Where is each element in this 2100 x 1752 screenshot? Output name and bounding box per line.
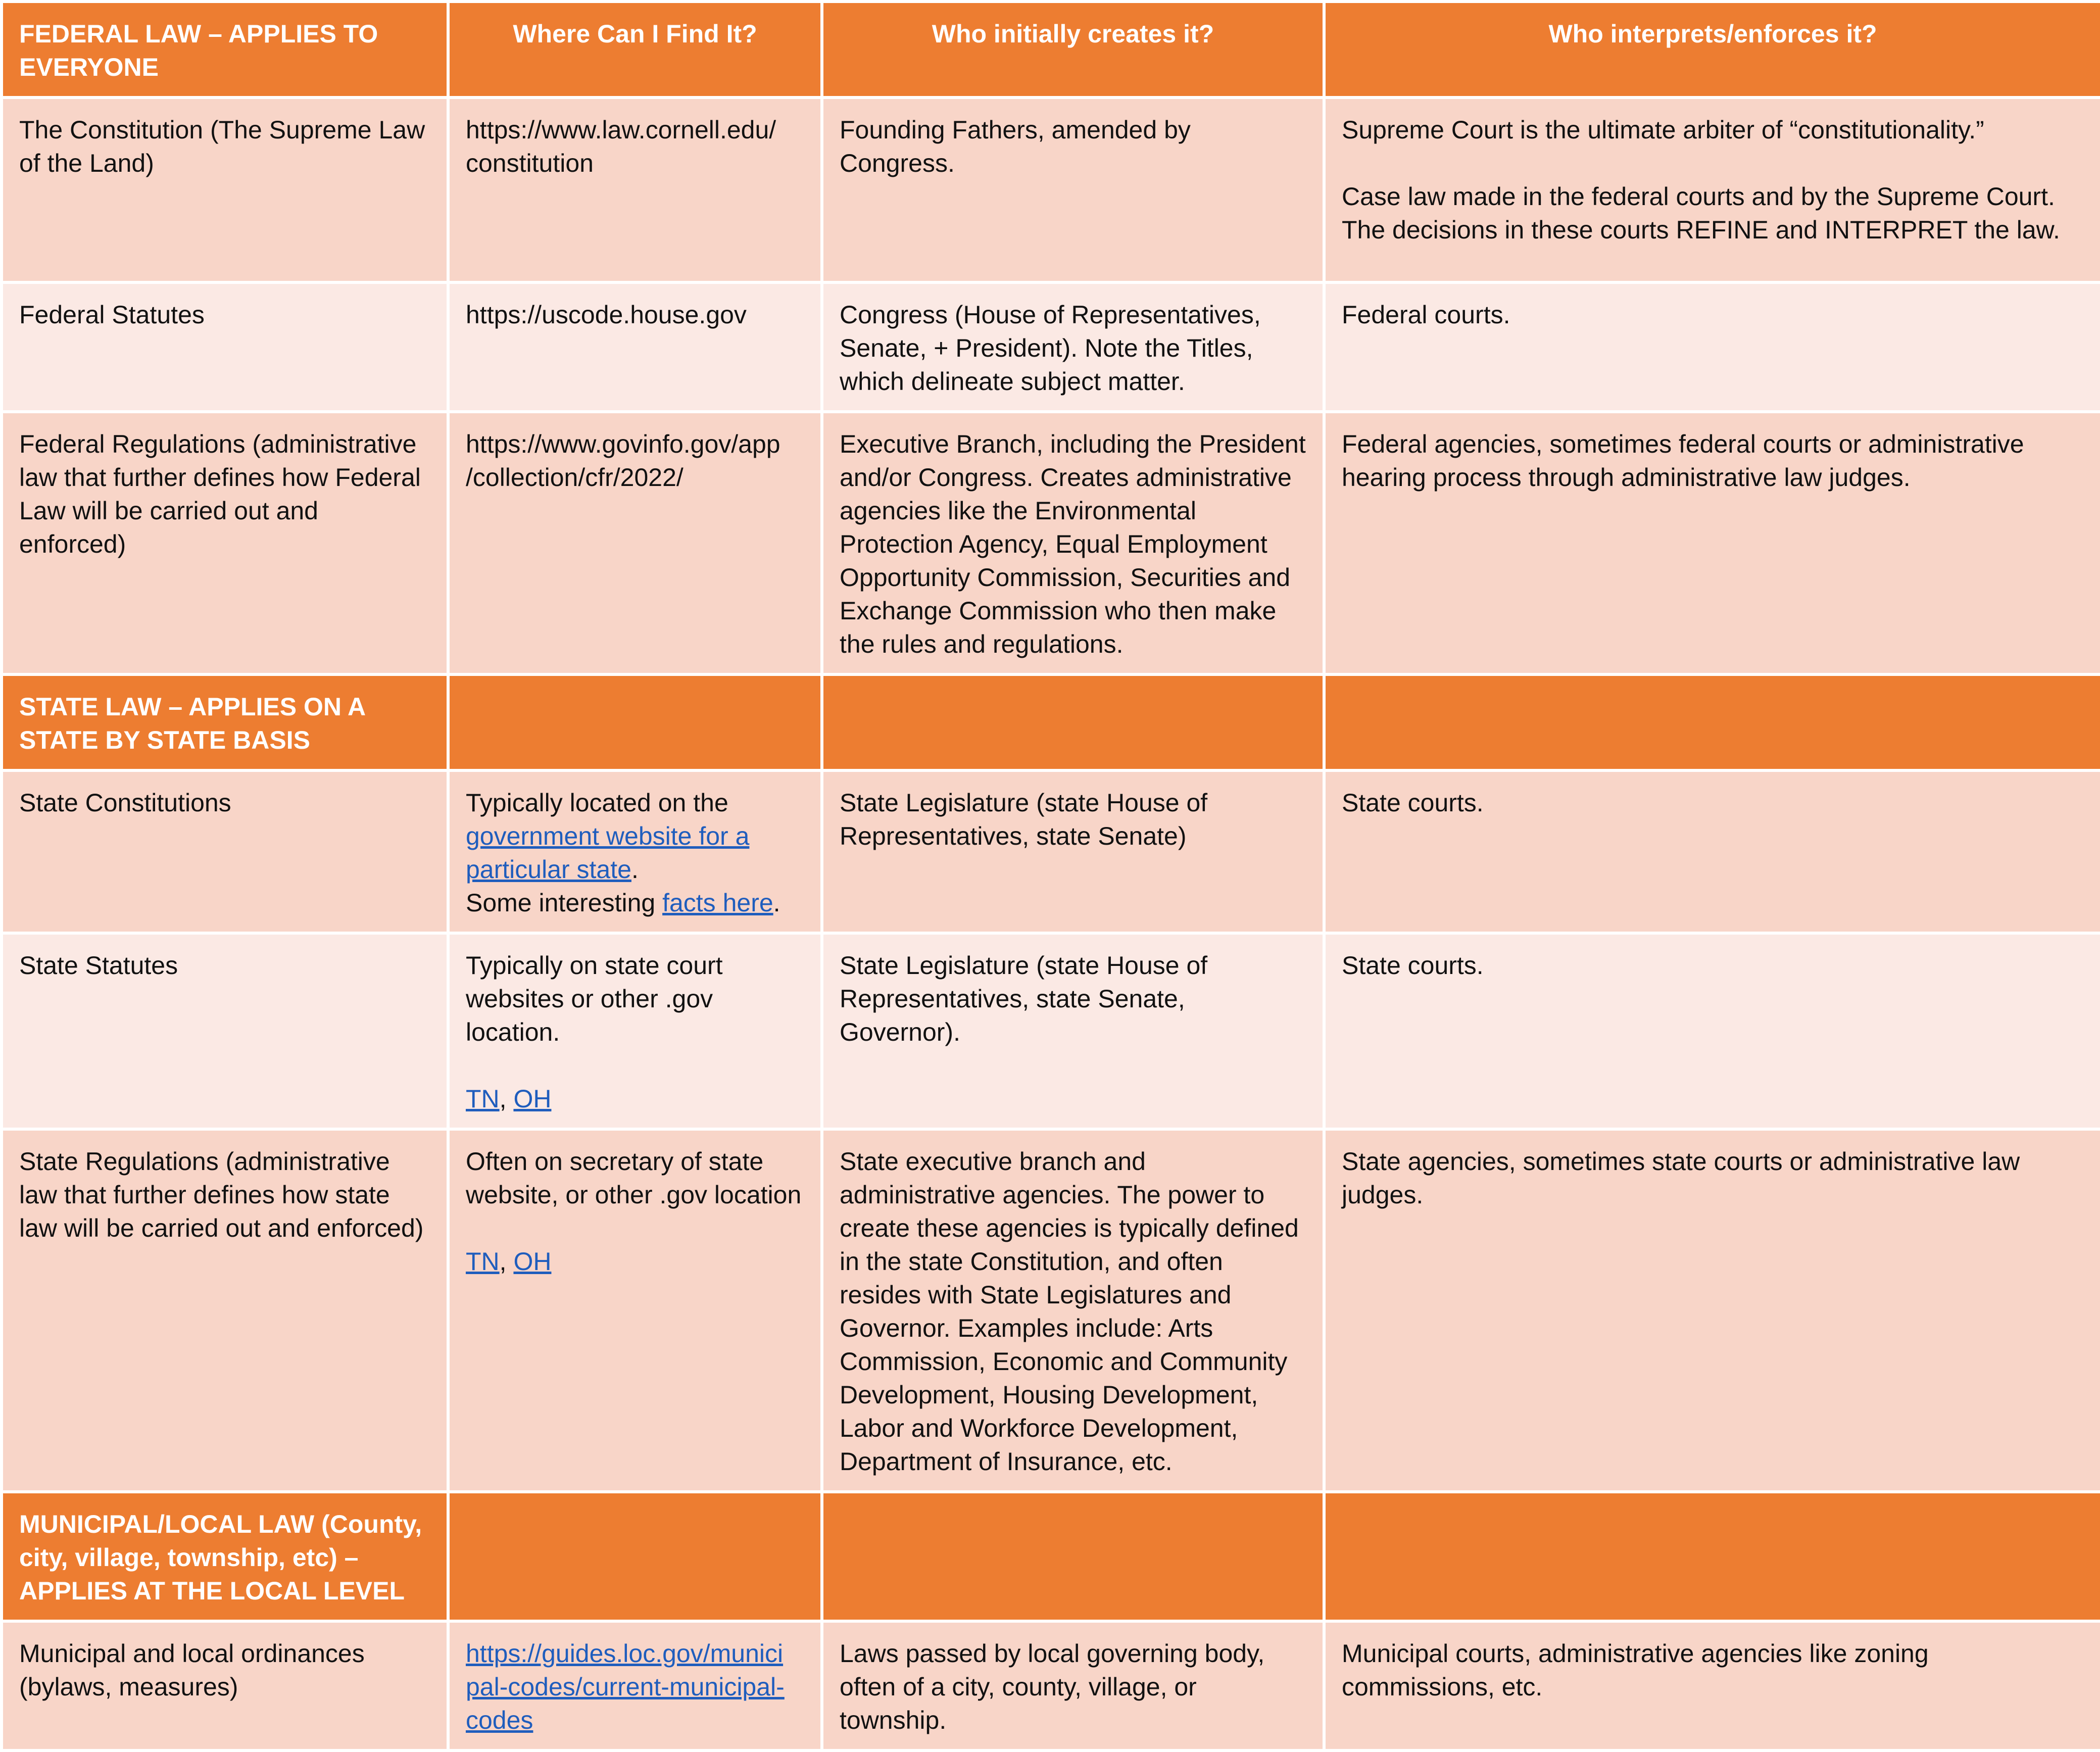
law-name-cell: Municipal and local ordinances (bylaws, measures) xyxy=(2,1621,448,1750)
state-law-heading: STATE LAW – APPLIES ON A STATE BY STATE BASIS xyxy=(2,674,448,770)
state-header-row xyxy=(2,674,2100,770)
law-name-cell: Federal Statutes xyxy=(2,282,448,412)
state-government-website-link[interactable]: government website for a particular state xyxy=(466,822,750,884)
oh-link[interactable]: OH xyxy=(513,1247,552,1276)
law-name-cell: State Statutes xyxy=(2,933,448,1129)
table-row xyxy=(2,933,2100,1129)
creator-cell: Founding Fathers, amended by Congress. xyxy=(822,98,1324,282)
tn-link[interactable]: TN xyxy=(466,1247,500,1276)
enforcer-cell: State courts. xyxy=(1324,933,2100,1129)
enforcer-cell: State agencies, sometimes state courts or administrative law judges. xyxy=(1324,1129,2100,1492)
header-blank-cell xyxy=(448,1492,822,1621)
law-name-cell: State Constitutions xyxy=(2,770,448,933)
table-row xyxy=(2,770,2100,933)
where-text: . xyxy=(773,889,780,917)
where-text: Typically located on the xyxy=(466,789,728,817)
enforcer-text: Supreme Court is the ultimate arbiter of “constitutionality.” xyxy=(1342,116,1984,144)
law-name-cell: The Constitution (The Supreme Law of the Land) xyxy=(2,98,448,282)
law-name-cell: State Regulations (administrative law that further defines how state law will be carried out and enforced) xyxy=(2,1129,448,1492)
enforcer-column-header: Who interprets/enforces it? xyxy=(1324,2,2100,98)
oh-link[interactable]: OH xyxy=(513,1085,552,1113)
creator-cell: State executive branch and administrative agencies. The power to create these agencies is typically defined in the state Constitution, and often resides with State Legislatures and Governor. Examples include: Arts Commission, Economic and Community Development, Housing Development, Labor and Workforce Development, Department of Insurance, etc. xyxy=(822,1129,1324,1492)
enforcer-cell: Federal agencies, sometimes federal courts or administrative hearing process through administrative law judges. xyxy=(1324,412,2100,674)
law-name-cell: Federal Regulations (administrative law that further defines how Federal Law will be carried out and enforced) xyxy=(2,412,448,674)
creator-cell: State Legislature (state House of Representatives, state Senate) xyxy=(822,770,1324,933)
table-row xyxy=(2,282,2100,412)
where-cell xyxy=(448,770,822,933)
link-separator: , xyxy=(499,1085,514,1113)
federal-header-row xyxy=(2,2,2100,98)
header-blank-cell xyxy=(822,1492,1324,1621)
table-row xyxy=(2,98,2100,282)
enforcer-cell: Federal courts. xyxy=(1324,282,2100,412)
municipal-header-row xyxy=(2,1492,2100,1621)
where-cell: https://uscode.house.gov xyxy=(448,282,822,412)
enforcer-text: Case law made in the federal courts and by the Supreme Court. The decisions in these courts REFINE and INTERPRET the law. xyxy=(1342,182,2060,244)
where-cell xyxy=(448,1129,822,1492)
where-cell xyxy=(448,933,822,1129)
header-blank-cell xyxy=(448,674,822,770)
creator-cell: Laws passed by local governing body, often of a city, county, village, or township. xyxy=(822,1621,1324,1750)
link-separator: , xyxy=(499,1247,514,1276)
where-cell xyxy=(448,1621,822,1750)
facts-here-link[interactable]: facts here xyxy=(662,889,773,917)
table-row xyxy=(2,1129,2100,1492)
municipal-law-heading: MUNICIPAL/LOCAL LAW (County, city, village, township, etc) – APPLIES AT THE LOCAL LEVEL xyxy=(2,1492,448,1621)
table-row xyxy=(2,1621,2100,1750)
creator-column-header: Who initially creates it? xyxy=(822,2,1324,98)
tn-link[interactable]: TN xyxy=(466,1085,500,1113)
enforcer-cell: State courts. xyxy=(1324,770,2100,933)
table-row xyxy=(2,412,2100,674)
federal-law-heading: FEDERAL LAW – APPLIES TO EVERYONE xyxy=(2,2,448,98)
where-text: . Some interesting xyxy=(466,855,656,917)
where-text: Typically on state court websites or other .gov location. xyxy=(466,951,723,1046)
creator-cell: State Legislature (state House of Representatives, state Senate, Governor). xyxy=(822,933,1324,1129)
enforcer-cell: Municipal courts, administrative agencies like zoning commissions, etc. xyxy=(1324,1621,2100,1750)
creator-cell: Executive Branch, including the President and/or Congress. Creates administrative agencies like the Environmental Protection Agency, Equal Employment Opportunity Commission, Securities and Exchange Commission who then make the rules and regulations. xyxy=(822,412,1324,674)
header-blank-cell xyxy=(1324,1492,2100,1621)
where-cell: https://www.govinfo.gov/app /collection/cfr/2022/ xyxy=(448,412,822,674)
enforcer-cell xyxy=(1324,98,2100,282)
header-blank-cell xyxy=(822,674,1324,770)
municipal-codes-link[interactable]: https://guides.loc.gov/munici pal-codes/current-municipal- codes xyxy=(466,1639,785,1734)
where-text: Often on secretary of state website, or other .gov location xyxy=(466,1147,802,1209)
creator-cell: Congress (House of Representatives, Senate, + President). Note the Titles, which delineate subject matter. xyxy=(822,282,1324,412)
where-cell: https://www.law.cornell.edu/ constitution xyxy=(448,98,822,282)
header-blank-cell xyxy=(1324,674,2100,770)
where-column-header: Where Can I Find It? xyxy=(448,2,822,98)
